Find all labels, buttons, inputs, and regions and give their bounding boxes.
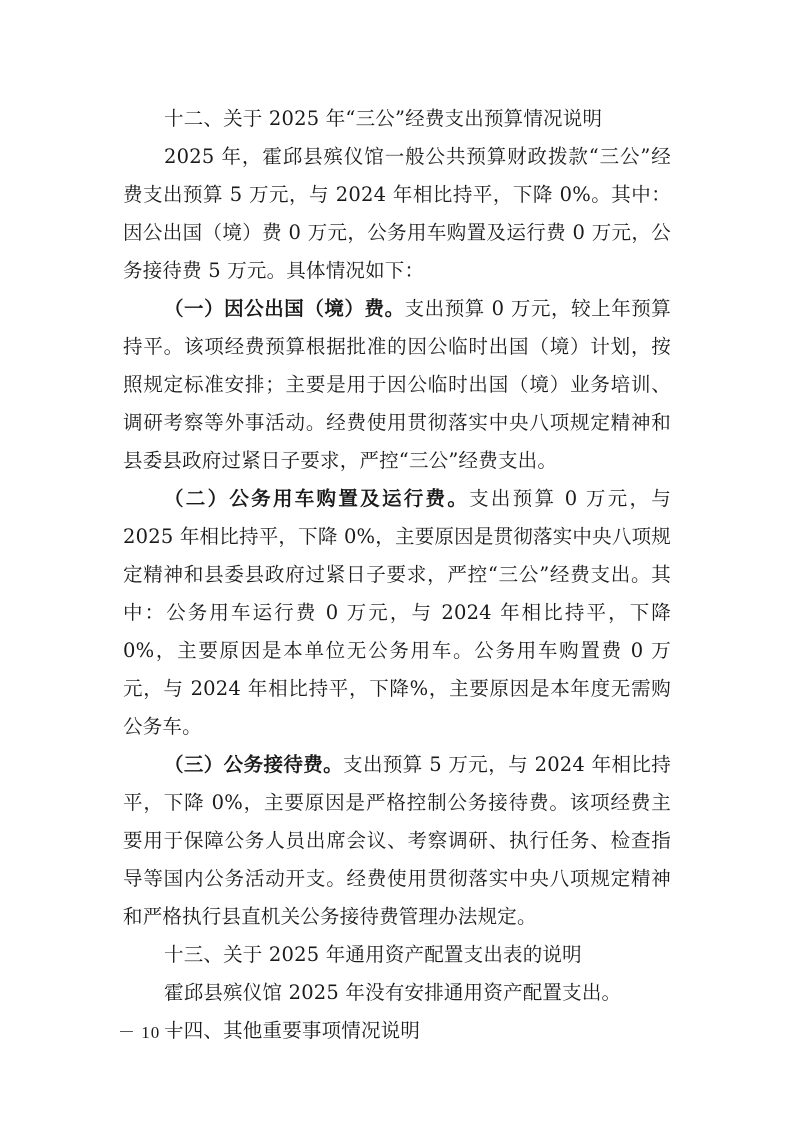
page-content [123,100,671,1050]
item-2-title: （二）公务用车购置及运行费。 [164,487,470,510]
section-14-heading: 十四、其他重要事项情况说明 [164,1019,421,1042]
section-13-body: 霍邱县殡仪馆 2025 年没有安排通用资产配置支出。 [164,981,622,1004]
section-12-item-1 [123,290,671,480]
page-number: － 10 － [118,1023,184,1042]
section-12-item-3 [123,746,671,936]
item-1-body: 支出预算 0 万元，较上年预算持平。该项经费预算根据批准的因公临时出国（境）计划，按照规定标准安排；主要是用于因公临时出国（境）业务培训、调研考察等外事活动。经费使用贯彻落实中央八项规定精神和县委县政府过紧日子要求，严控“三公”经费支出。 [123,297,671,472]
item-3-title: （三）公务接待费。 [164,753,344,776]
section-12-heading: 十二、关于 2025 年“三公”经费支出预算情况说明 [164,107,603,130]
item-1-title: （一）因公出国（境）费。 [164,297,405,320]
item-3-body: 支出预算 5 万元，与 2024 年相比持平，下降 0%，主要原因是严格控制公务接待费。该项经费主要用于保障公务人员出席会议、考察调研、执行任务、检查指导等国内公务活动开支。经费使用贯彻落实中央八项规定精神和严格执行县直机关公务接待费管理办法规定。 [123,753,671,928]
item-2-body: 支出预算 0 万元，与 2025 年相比持平，下降 0%，主要原因是贯彻落实中央八项规定精神和县委县政府过紧日子要求，严控“三公”经费支出。其中：公务用车运行费 0 万元，与 2024 年相比持平，下降 0%，主要原因是本单位无公务用车。公务用车购置费 0 万元，与 2024 年相比持平，下降%，主要原因是本年度无需购公务车。 [123,487,671,738]
section-13-heading: 十三、关于 2025 年通用资产配置支出表的说明 [164,943,582,966]
section-12-item-2 [123,480,671,746]
section-12-intro: 2025 年，霍邱县殡仪馆一般公共预算财政拨款“三公”经费支出预算 5 万元，与 2024 年相比持平，下降 0%。其中：因公出国（境）费 0 万元，公务用车购置及运行费 0 万元，公务接待费 5 万元。具体情况如下： [123,145,671,282]
